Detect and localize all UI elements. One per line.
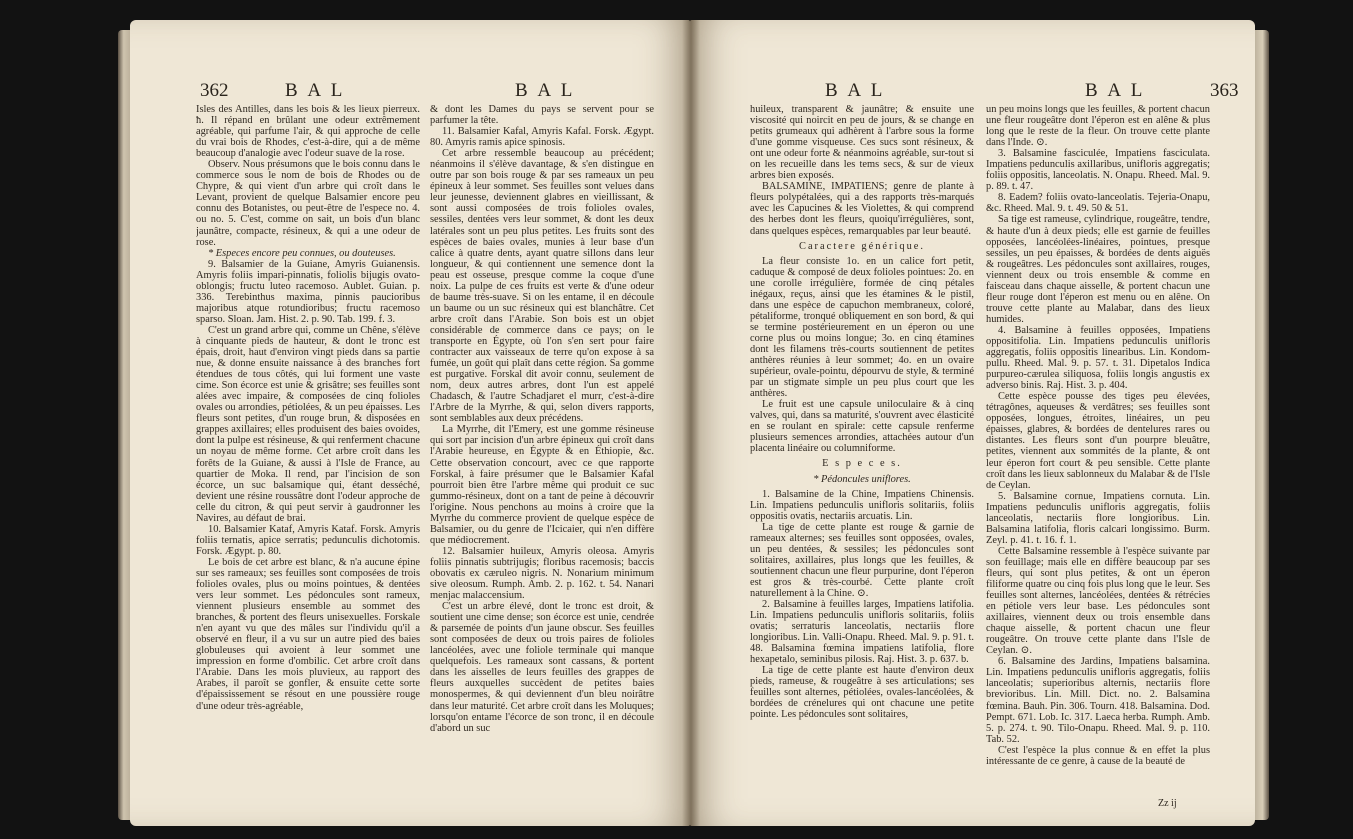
running-head: B A L (285, 80, 346, 101)
section-heading: Caractere générique. (799, 240, 925, 252)
paragraph: 11. Balsamier Kafal, Amyris Kafal. Forsk. Ægypt. 80. Amyris ramis apice spinosis. (430, 126, 654, 149)
page-number: 363 (1210, 80, 1239, 101)
paragraph: La tige de cette plante est haute d'environ deux pieds, rameuse, & rougeâtre à ses articulations; ses feuilles sont alternes, pétiolées, ovales-lancéolées, & bordées de crénelures qui ont chacune une petite pointe. Les pédoncules sont solitaires, (750, 665, 974, 721)
paragraph: 9. Balsamier de la Guiane, Amyris Guianensis. Amyris foliis impari-pinnatis, foliolis bijugis ovato-oblongis; fructu luteo racemoso. Aublet. Guian. p. 336. Terebinthus maxima, pinnis paucioribus majoribus atque rotundioribus; fructu racemoso sparso. Sloan. Jam. Hist. 2. p. 90. Tab. 199. f. 3. (196, 258, 420, 325)
paragraph: 5. Balsamine cornue, Impatiens cornuta. Lin. Impatiens pedunculis unifloris aggregatis, foliis lanceolatis, nectariis flore longioribus. Lin. Balsamina latifolia, floris calcari longissimo. Burm. Zeyl. p. 41. t. 16. f. 1. (986, 490, 1210, 546)
subsection-heading: * Pédoncules uniflores. (813, 473, 911, 485)
paragraph: La fleur consiste 1o. en un calice fort petit, caduque & composé de deux folioles pointues: 2o. en une corolle irrégulière, formée de cinq pétales inégaux, reçus, ainsi que les étamines & le pistil, dans une espèce de capuchon membraneux, coloré, pétaliforme, tronqué obliquement en son bord, & qui se termine postérieurement en un éperon ou une corne plus ou moins longue; 3o. en cinq étamines dont les filamens très-courts soutiennent de petites anthères réunies à leur sommet; 4o. en un ovaire supérieur, ovale-pointu, dépourvu de style, & terminé par un stigmate simple un peu plus court que les anthères. (750, 255, 974, 400)
paragraph: 10. Balsamier Kataf, Amyris Kataf. Forsk. Amyris foliis ternatis, apice serratis; pedunculis dichotomis. Forsk. Ægypt. p. 80. (196, 523, 420, 557)
paragraph: Isles des Antilles, dans les bois & les lieux pierreux. ħ. Il répand en brûlant une odeur extrêmement agréable, qui parfume l'air, & qui approche de celle du vrai bois de Rhodes, c'est-à-dire, qui a de même beaucoup d'analogie avec l'odeur suave de la rose. (196, 104, 420, 160)
running-head: B A L (825, 80, 886, 101)
paragraph: Cet arbre ressemble beaucoup au précédent; néanmoins il s'élève davantage, & s'en distingue en outre par son bois rouge & par ses rameaux un peu épineux à leur sommet. Ses feuilles sont velues dans leur jeunesse, deviennent glabres en vieillissant, & sont aussi composées de trois folioles ovales, sessiles, dentées vers leur sommet, & dont les deux latérales sont un peu plus petites. Les fruits sont des espèces de baies ovales, munies à leur base d'un calice à quatre dents, ayant quatre sillons dans leur longueur, & qui contiennent une semence dont la peau est osseuse, presque comme la coque d'une noix. La pulpe de ces fruits est verte & d'une odeur de baume très-suave. Si on les entame, il en découle un baume ou un suc résineux qui est blanchâtre. Cet arbre croît dans l'Arabie. Son bois est un objet considérable de commerce dans ce pays; on le transporte en Égypte, où l'on s'en sert pour faire contracter aux vaisseaux de terre qu'on expose à sa fumée, un goût qui plaît dans cette région. Sa gomme est purgative. Forskal dit avoir connu, seulement de nom, deux autres arbres, dont l'un est appelé Chadasch, & l'autre Schadjaret el murr, c'est-à-dire l'Arbre de la Myrrhe, & qui, selon divers rapports, sont semblables aux deux précédens. (430, 148, 654, 425)
paragraph: 3. Balsamine fasciculée, Impatiens fasciculata. Impatiens pedunculis axillaribus, unifloris aggregatis; foliis oppositis, lanceolatis. N. Onapu. Rheed. Mal. 9. p. 89. t. 47. (986, 148, 1210, 193)
text-column-2 (430, 104, 654, 794)
paragraph: Le bois de cet arbre est blanc, & n'a aucune épine sur ses rameaux; ses feuilles sont composées de trois folioles ovales, plus ou moins pointues, & dentées vers leur sommet. Les pédoncules sont rameux, viennent plusieurs ensemble au sommet des branches, & portent des fleurs unisexuelles. Forskale n'en ayant vu que des mâles sur l'individu qu'il a observé en fleur, il a vu sur un autre pied des baies globuleuses qui avoient à leur sommet une impression en forme d'ombilic. Cet arbre croît dans l'Arabie. Dans les mois pluvieux, au rapport des Arabes, il paroît se gonfler, & ensuite cette sorte d'épaississement se résout en une poussière rouge d'une odeur très-agréable, (196, 556, 420, 712)
paragraph: huileux, transparent & jaunâtre; & ensuite une viscosité qui noircit en peu de jours, & se change en petits grumeaux qui adhèrent à l'arbre sous la forme d'une gomme visqueuse. Ces sucs sont résineux, & ont une odeur forte & néanmoins agréable, sur-tout si on les recueille dans les tems secs, & sur de vieux arbres bien exposés. (750, 104, 974, 182)
book-gutter (682, 20, 700, 826)
paragraph: Sa tige est rameuse, cylindrique, rougeâtre, tendre, & haute d'un à deux pieds; elle est garnie de feuilles opposées, lancéolées-linéaires, pointues, presque sessiles, un peu épaisses, & bordées de dents aiguës & rougeâtres. Les pédoncules sont axillaires, rouges, viennent deux ou trois ensemble & comme en faisceau dans chaque aisselle, & portent chacun une fleur rouge dont l'éperon est menu ou en alêne. On trouve cette plante au Malabar, dans des lieux humides. (986, 214, 1210, 325)
paragraph: BALSAMINE, IMPATIENS; genre de plante à fleurs polypétalées, qui a des rapports très-marqués avec les Capucines & les Violettes, & qui comprend des herbes dont les fleurs, quoiqu'irrégulières, sont, dans quelques espèces, remarquables par leur beauté. (750, 181, 974, 237)
paragraph: Cette espèce pousse des tiges peu élevées, tétragônes, aqueuses & verdâtres; ses feuilles sont opposées, longues, étroites, linéaires, un peu épaisses, glabres, & bordées de dentelures rares ou distantes. Les fleurs sont d'un pourpre bleuâtre, petites, viennent aux sommités de la plante, & ont leur éperon fort court & peu sensible. Cette plante croît dans les lieux sablonneux du Malabar & de l'Isle de Ceylan. (986, 391, 1210, 491)
running-head: B A L (1085, 80, 1146, 101)
text-column-2 (986, 104, 1210, 794)
text-column-1 (750, 104, 974, 794)
right-page-edge (1253, 30, 1269, 820)
paragraph: * Especes encore peu connues, ou douteuses. (208, 247, 396, 259)
paragraph: C'est un grand arbre qui, comme un Chêne, s'élève à cinquante pieds de hauteur, & dont le tronc est épais, droit, haut d'environ vingt pieds dans sa partie nue, & donne ensuite naissance à des branches fort étendues de tous côtés, qui lui forment une vaste cime. Son écorce est unie & grisâtre; ses feuilles sont alées avec impaire, & composées de cinq folioles ovales ou arrondies, pétiolées, & un peu épaisses. Les fleurs sont petites, d'un rouge brun, & disposées en grappes axillaires; elles produisent des baies ovoides, dont la pulpe est résineuse, & qui renferment chacune un noyau de même forme. Cet arbre croît dans les forêts de la Guiane, & aussi à l'Isle de France, au quartier de Moka. Il rend, par l'incision de son écorce, un suc balsamique qui, étant desséché, devient une résine roussâtre dont l'odeur approche de celle du citron, & qui peut servir à gaudronner les Navires, au défaut de brai. (196, 324, 420, 524)
paragraph: La Myrrhe, dit l'Emery, est une gomme résineuse qui sort par incision d'un arbre épineux qui croît dans l'Arabie heureuse, en Égypte & en Éthiopie, &c. Cette observation concourt, avec ce que rapporte Forskal, à faire présumer que le Balsamier Kafal pourroit bien être l'arbre même qui produit ce suc gummo-résineux, dont on a tant de peine à découvrir l'origine. Nous penchons au moins à croire que la Myrrhe du commerce provient de quelque espèce de Balsamier, ou du genre de l'Icicaier, qui n'en diffère que médiocrement. (430, 424, 654, 546)
paragraph: La tige de cette plante est rouge & garnie de rameaux alternes; ses feuilles sont opposées, ovales, un peu dentées, & sessiles; les pédoncules sont solitaires, axillaires, plus longs que les feuilles, & soutiennent chacun une fleur purpurine, dont l'éperon est gros & très-courbé. Cette plante croît naturellement à la Chine. ⊙. (750, 521, 974, 599)
paragraph: Le fruit est une capsule uniloculaire & à cinq valves, qui, dans sa maturité, s'ouvrent avec élasticité en se roulant en spirale: cette capsule renferme plusieurs semences arrondies, attachées autour d'un placenta linéaire ou columniforme. (750, 399, 974, 455)
paragraph: 6. Balsamine des Jardins, Impatiens balsamina. Lin. Impatiens pedunculis unifloris aggregatis, foliis lanceolatis; superioribus alternis, nectariis flore brevioribus. Lin. Mill. Dict. no. 2. Balsamina fœmina. Bauh. Pin. 306. Tourn. 418. Balsamina. Dod. Pempt. 671. Lob. Ic. 317. Laeca herba. Rumph. Amb. 5. p. 274. t. 90. Tilo-Onapu. Rheed. Mal. 9. p. 110. Tab. 52. (986, 656, 1210, 745)
paragraph: 2. Balsamine à feuilles larges, Impatiens latifolia. Lin. Impatiens pedunculis unifloris solitariis, foliis ovatis; serraturis lanceolatis, nectariis flore longioribus. Lin. Valli-Onapu. Rheed. Mal. 9. p. 91. t. 48. Balsamina fœmina impatiens latifolia, flore hexapetalo, seminibus pilosis. Raj. Hist. 3. p. 637. b. (750, 599, 974, 666)
paragraph: & dont les Dames du pays se servent pour se parfumer la tête. (430, 104, 654, 127)
paragraph: Observ. Nous présumons que le bois connu dans le commerce sous le nom de bois de Rhodes ou de Chypre, & qui vient d'un arbre qui croît dans le Levant, provient de quelque Balsamier encore peu connu des Botanistes, ou peut-être de l'espece no. 4. ou no. 5. C'est, comme on sait, un bois d'un blanc jaunâtre, compacte, résineux, & qui a une odeur de rose. (196, 159, 420, 248)
running-head: B A L (515, 80, 576, 101)
paragraph: 12. Balsamier huileux, Amyris oleosa. Amyris foliis pinnatis subtrijugis; floribus racemosis; baccis obovatis ex cæruleo nigris. N. Nonarium minimum sive oleosum. Rumph. Amb. 2. p. 162. t. 54. Nanari menjac malaccensium. (430, 545, 654, 602)
paragraph: Cette Balsamine ressemble à l'espèce suivante par son feuillage; mais elle en diffère beaucoup par ses fleurs, qui sont plus petites, & ont un éperon filiforme quatre ou cinq fois plus long que le leur. Ses feuilles sont alternes, lancéolées, dentées & rétrécies en pétiole vers leur base. Les pédoncules sont axillaires, viennent deux ou trois ensemble dans chaque aisselle, & portent chacun une fleur rougeâtre. On trouve cette plante dans l'Isle de Ceylan. ⊙. (986, 545, 1210, 657)
section-heading: E s p e c e s. (822, 458, 902, 470)
paragraph: C'est l'espèce la plus connue & en effet la plus intéressante de ce genre, à cause de la beauté de (986, 744, 1210, 767)
page-number: 362 (200, 80, 229, 101)
paragraph: un peu moins longs que les feuilles, & portent chacun une fleur rougeâtre dont l'éperon est en alêne & plus long que le reste de la fleur. On trouve cette plante dans l'Inde. ⊙. (986, 104, 1210, 149)
paragraph: 1. Balsamine de la Chine, Impatiens Chinensis. Lin. Impatiens pedunculis unifloris solitariis, foliis oppositis ovatis, nectariis arcuatis. Lin. (750, 488, 974, 522)
text-column-1 (196, 104, 420, 794)
paragraph: 8. Eadem? foliis ovato-lanceolatis. Tejeria-Onapu, &c. Rheed. Mal. 9. t. 49. 50 & 51. (986, 192, 1210, 215)
signature-mark: Zz ij (1158, 798, 1177, 809)
right-page (690, 20, 1255, 826)
paragraph: C'est un arbre élevé, dont le tronc est droit, & soutient une cime dense; son écorce est unie, cendrée & parsemée de points d'un jaune obscur. Ses feuilles sont composées de deux ou trois paires de folioles lancéolées, avec une foliole terminale qui manque quelquefois. Les rameaux sont cassans, & portent dans les aisselles de leurs feuilles des grappes de fleurs auxquelles succèdent de petites baies monospermes, & qui deviennent d'un bleu noirâtre dans leur maturité. Cet arbre croît dans les Moluques; lorsqu'on entame l'écorce de son tronc, il en découle d'abord un suc (430, 601, 654, 734)
left-page (130, 20, 690, 826)
paragraph: 4. Balsamine à feuilles opposées, Impatiens oppositifolia. Lin. Impatiens pedunculis unifloris aggregatis, foliis oppositis linearibus. Lin. Kondom-pullu. Rheed. Mal. 9. p. 57. t. 31. Dipetalos Indica purpureo-cærulea siliquosa, foliis longis angustis ex adverso binis. Raj. Hist. 3. p. 404. (986, 324, 1210, 392)
